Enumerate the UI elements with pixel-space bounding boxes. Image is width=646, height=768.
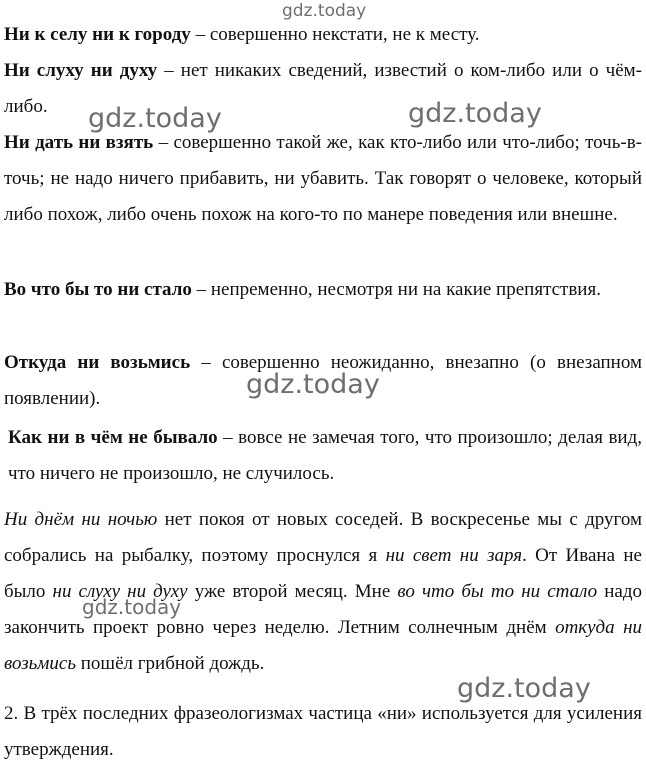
idiom-highlight: ни слуху ни духу [52,581,188,602]
idiom-highlight: ни свет ни заря [385,545,523,566]
idiom-entry [4,125,642,233]
text-run: пошёл грибной дождь. [76,653,265,674]
idiom-definition: – совершенно такой же, как кто-либо или что-либо; точь-в-точь; не надо ничего прибавить, ни убавить. Так говорят о человеке, который либо похож, либо очень похож на кого-то по манере поведения или внешне. [4,132,643,225]
document-page [4,0,642,759]
idiom-entry [4,345,642,417]
idiom-highlight: во что бы то ни стало [397,581,598,602]
text-run: надо закончить проект ровно через неделю. Летним солнечным днём [4,581,642,638]
example-text [4,502,642,682]
idiom-entry [4,272,642,308]
idiom-term: Во что бы то ни стало [4,279,192,300]
text-run: . От Ивана не было [4,545,642,602]
idiom-definition: – вовсе не замечая того, что произошло; делая вид, что ничего не произошло, не случилось. [8,427,643,484]
watermark: gdz.today [457,673,591,704]
idiom-definition: – совершенно неожиданно, внезапно (о внезапном появлении). [4,352,642,409]
idiom-highlight: откуда ни возьмись [4,617,642,674]
text-run: нет покоя от новых соседей. В воскресенье мы с другом собрались на рыбалку, поэтому проснулся я [4,509,642,566]
watermark: gdz.today [246,369,380,400]
idiom-term: Ни дать ни взять [4,132,154,153]
answer-text: 2. В трёх последних фразеологизмах частица «ни» используется для усиления утверждения. [4,703,642,760]
idiom-definition: – нет никаких сведений, известий о ком-либо или о чём-либо. [4,60,642,117]
idiom-term: Откуда ни возьмись [4,352,191,373]
idiom-term: Ни слуху ни духу [4,60,158,81]
watermark: gdz.today [82,595,182,619]
idiom-term: Как ни в чём не бывало [8,427,218,448]
idiom-entry [4,420,642,492]
idiom-definition: – совершенно некстати, не к месту. [195,24,480,45]
idiom-term: Ни к селу ни к городу [4,24,191,45]
watermark: gdz.today [408,98,542,129]
watermark: gdz.today [88,103,222,134]
idiom-definition: – непременно, несмотря ни на какие препятствия. [196,279,601,300]
text-run: уже второй месяц. Мне [187,581,398,602]
idiom-highlight: Ни днём ни ночью [4,509,158,530]
idiom-entry [4,17,642,53]
idiom-entry [4,53,642,125]
watermark: gdz.today [282,1,367,21]
